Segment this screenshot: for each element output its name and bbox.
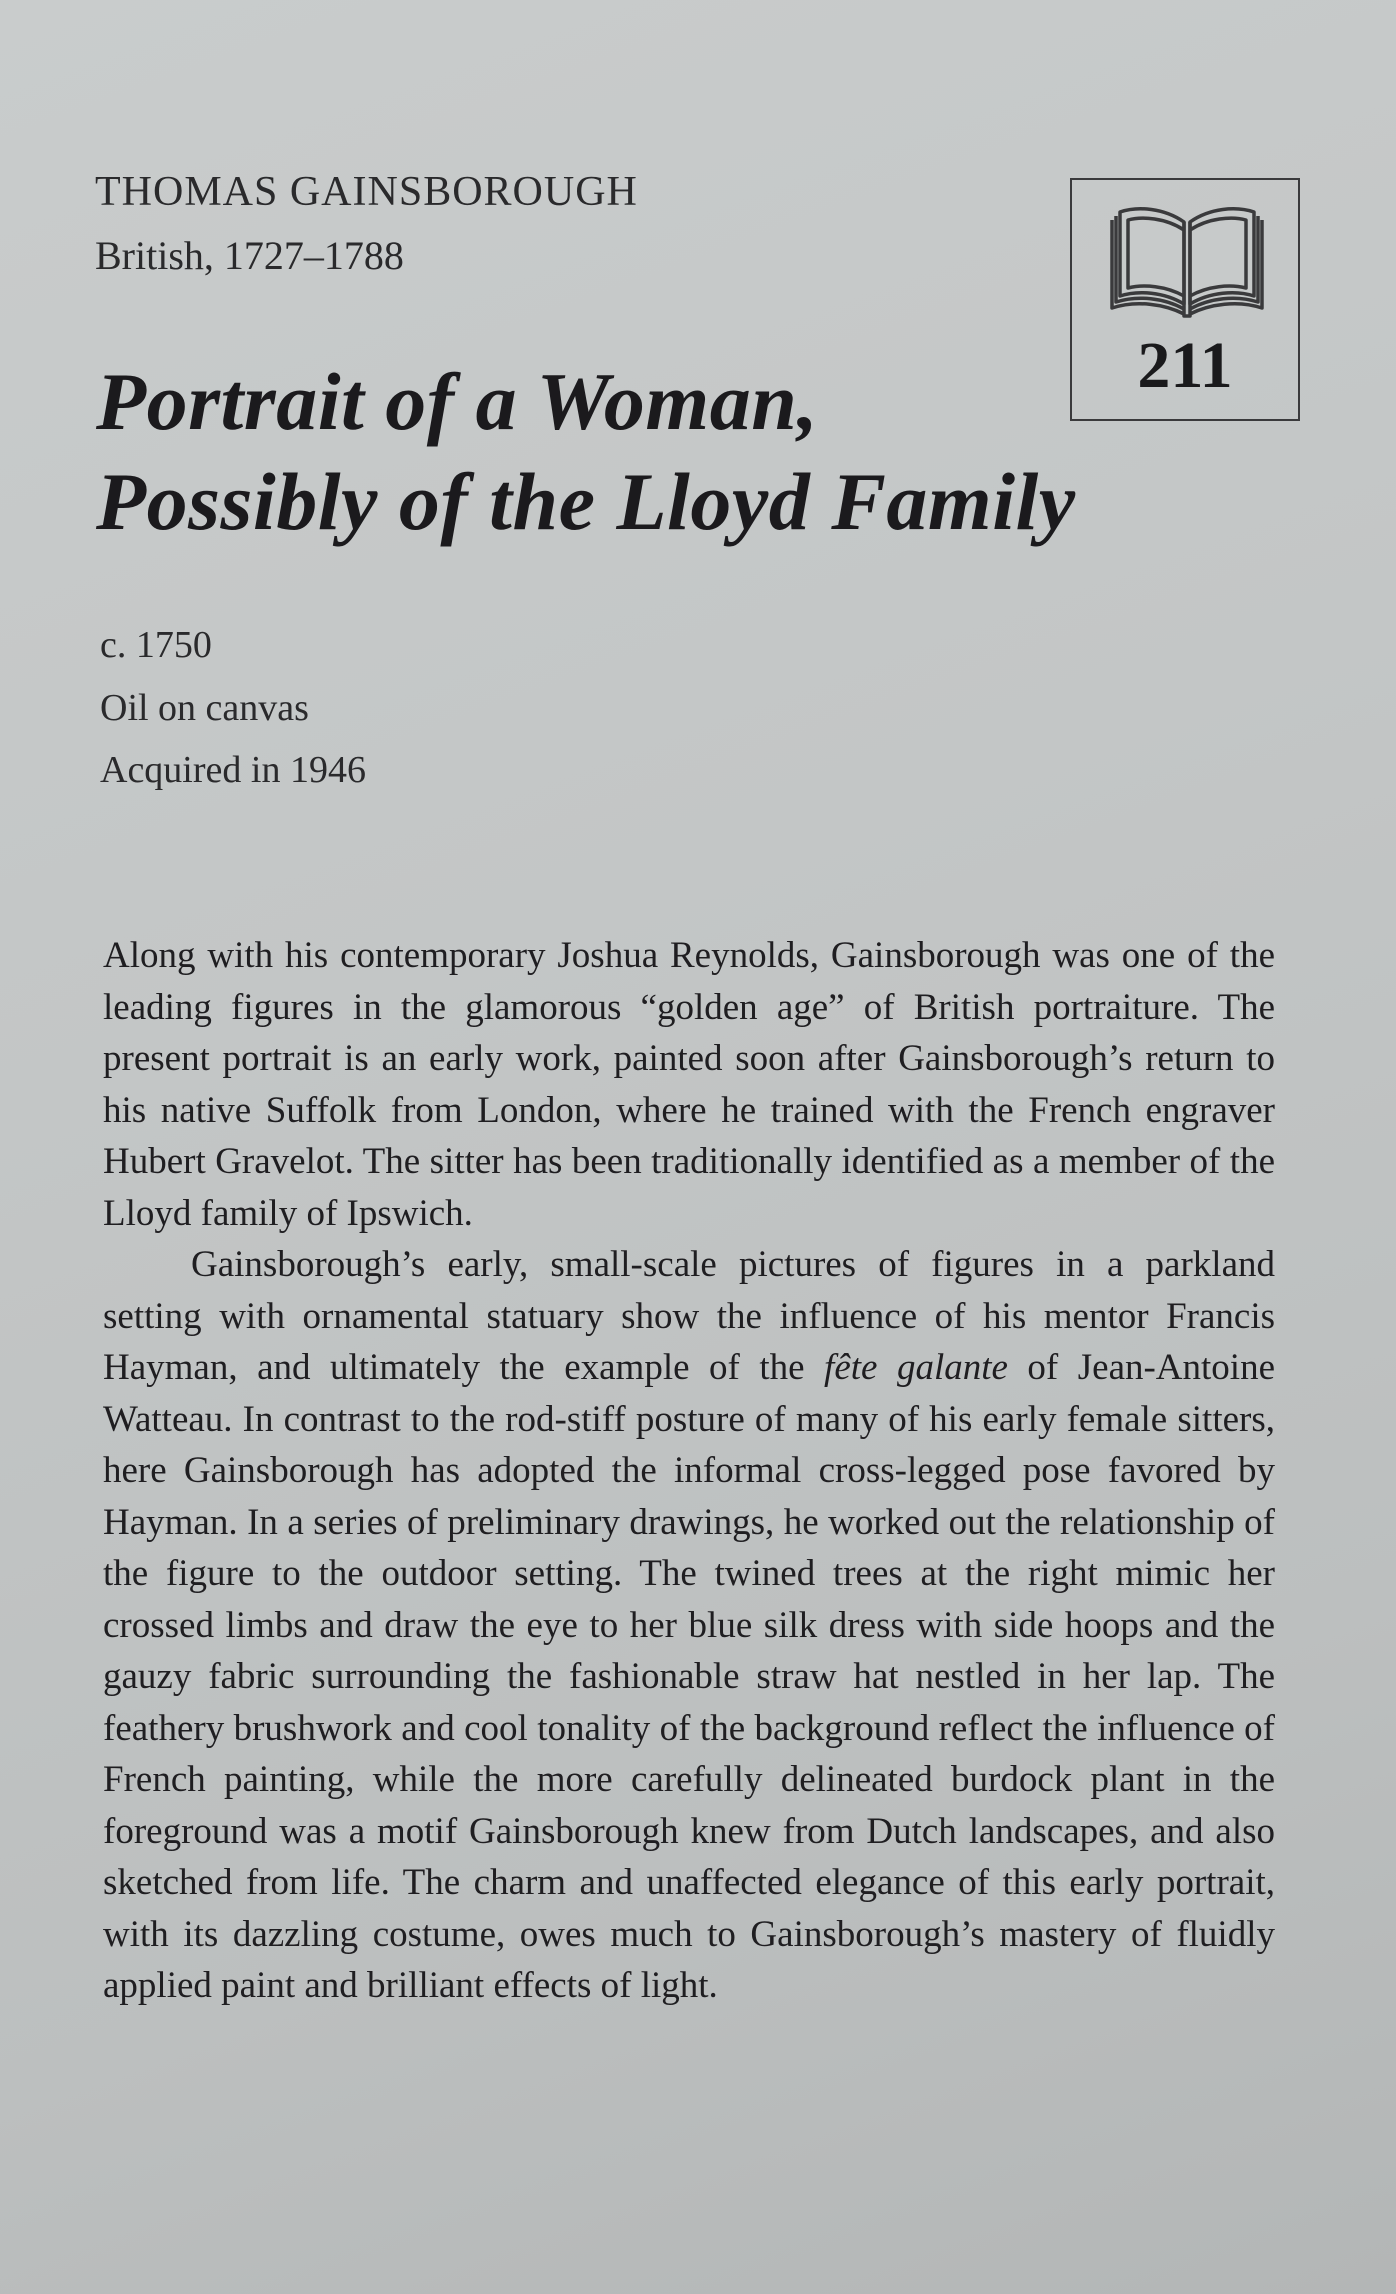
artwork-date: c. 1750 (100, 624, 212, 666)
italic-term: fête galante (824, 1347, 1008, 1388)
body-paragraph-2-part-1: Gainsborough’s early, small-scale pictures of figures in a parkland setting with ornamental statuary show the influence of his mentor Francis Hayman, and ultimately the example of the (103, 1244, 1275, 1388)
body-paragraph-2 (103, 1239, 1275, 2012)
artwork-title-line-1: Portrait of a Woman, (96, 356, 819, 447)
open-book-icon (1106, 200, 1268, 328)
label-body-text (103, 930, 1275, 2012)
audio-stop-number: 211 (1137, 329, 1233, 402)
body-paragraph-1: Along with his contemporary Joshua Reynolds, Gainsborough was one of the leading figures in the glamorous “golden age” of British portraiture. The present portrait is an early work, painted soon after Gainsborough’s return to his native Suffolk from London, where he trained with the French engraver Hubert Gravelot. The sitter has been traditionally identified as a member of the Lloyd family of Ipswich. (103, 935, 1275, 1234)
body-paragraph-2-part-2: of Jean-Antoine Watteau. In contrast to the rod-stiff posture of many of his early female sitters, here Gainsborough has adopted the informal cross-legged pose favored by Hayman. In a series of preliminary drawings, he worked out the relationship of the figure to the outdoor setting. The twined trees at the right mimic her crossed limbs and draw the eye to her blue silk dress with side hoops and the gauzy fabric surrounding the fashionable straw hat nestled in her lap. The feathery brushwork and cool tonality of the background reflect the influence of French painting, while the more carefully delineated burdock plant in the foreground was a motif Gainsborough knew from Dutch landscapes, and also sketched from life. The charm and unaffected elegance of this early portrait, with its dazzling costume, owes much to Gainsborough’s mastery of fluidly applied paint and brilliant effects of light. (103, 1347, 1276, 2006)
acquisition-note: Acquired in 1946 (100, 749, 366, 791)
artist-nationality-dates: British, 1727–1788 (95, 233, 404, 278)
artwork-title-line-2: Possibly of the Lloyd Family (96, 456, 1076, 547)
artist-name: THOMAS GAINSBOROUGH (95, 169, 638, 215)
artwork-medium: Oil on canvas (100, 687, 309, 729)
audio-guide-box (1070, 178, 1300, 421)
